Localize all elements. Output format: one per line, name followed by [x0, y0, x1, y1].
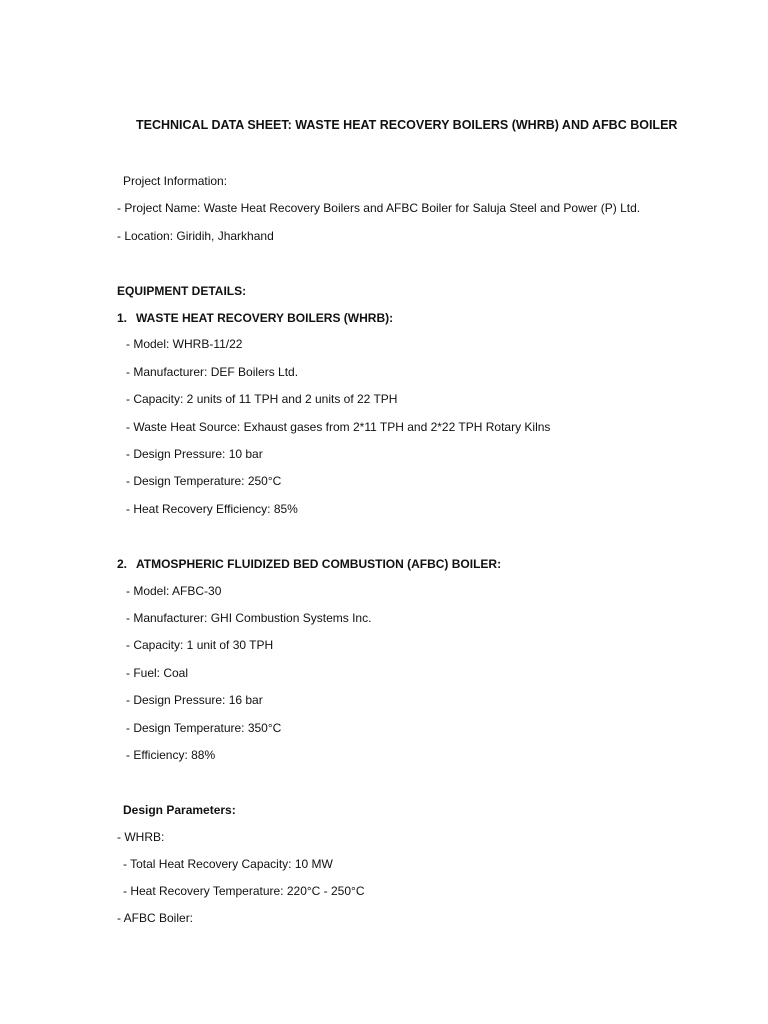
afbc-item: - Efficiency: 88% — [126, 748, 216, 762]
whrb-item: - Waste Heat Source: Exhaust gases from 2*11 TPH and 2*22 TPH Rotary Kilns — [126, 420, 551, 434]
whrb-item: - Manufacturer: DEF Boilers Ltd. — [126, 365, 299, 379]
afbc-number: 2. — [117, 557, 128, 571]
equipment-heading: EQUIPMENT DETAILS: — [117, 284, 247, 298]
whrb-number: 1. — [117, 311, 128, 325]
design-whrb-item: - Total Heat Recovery Capacity: 10 MW — [123, 857, 333, 871]
document-title: TECHNICAL DATA SHEET: WASTE HEAT RECOVERY BOILERS (WHRB) AND AFBC BOILER — [136, 118, 678, 132]
design-afbc-label: - AFBC Boiler: — [117, 911, 194, 925]
whrb-item: - Heat Recovery Efficiency: 85% — [126, 502, 298, 516]
whrb-heading-text: WASTE HEAT RECOVERY BOILERS (WHRB): — [136, 311, 394, 325]
design-whrb-label: - WHRB: — [117, 830, 165, 844]
afbc-item: - Fuel: Coal — [126, 666, 189, 680]
whrb-item: - Design Temperature: 250°C — [126, 474, 282, 488]
afbc-heading-text: ATMOSPHERIC FLUIDIZED BED COMBUSTION (AFBC) BOILER: — [136, 557, 502, 571]
project-info-heading: Project Information: — [123, 174, 228, 188]
afbc-item: - Design Pressure: 16 bar — [126, 693, 263, 707]
afbc-section-heading — [117, 557, 501, 571]
whrb-item: - Capacity: 2 units of 11 TPH and 2 units of 22 TPH — [126, 392, 398, 406]
afbc-item: - Model: AFBC-30 — [126, 584, 222, 598]
project-location: - Location: Giridih, Jharkhand — [117, 229, 274, 243]
whrb-section-heading — [117, 311, 393, 325]
project-name: - Project Name: Waste Heat Recovery Boilers and AFBC Boiler for Saluja Steel and Power (P) Ltd. — [117, 201, 641, 215]
afbc-item: - Manufacturer: GHI Combustion Systems Inc. — [126, 611, 372, 625]
afbc-item: - Design Temperature: 350°C — [126, 721, 282, 735]
design-whrb-item: - Heat Recovery Temperature: 220°C - 250°C — [123, 884, 365, 898]
design-parameters-heading: Design Parameters: — [123, 803, 236, 817]
afbc-item: - Capacity: 1 unit of 30 TPH — [126, 638, 274, 652]
whrb-item: - Design Pressure: 10 bar — [126, 447, 263, 461]
whrb-item: - Model: WHRB-11/22 — [126, 337, 243, 351]
